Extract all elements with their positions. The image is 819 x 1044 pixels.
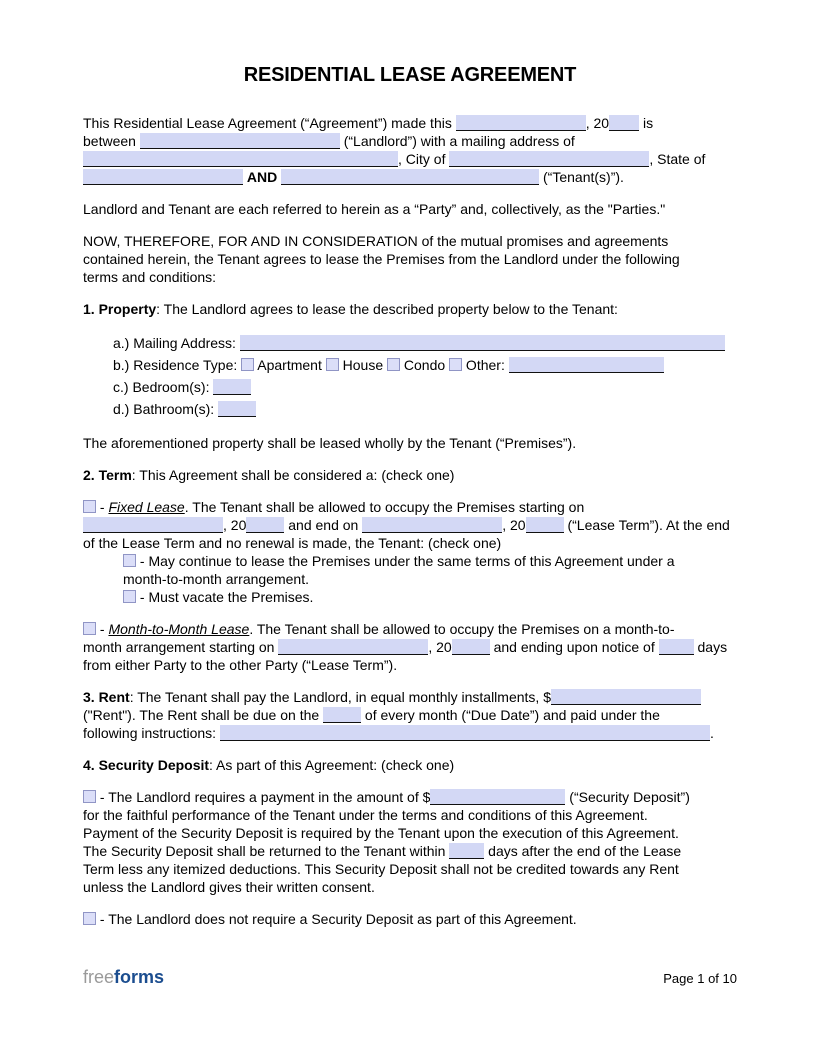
bedrooms-count-field[interactable] bbox=[213, 379, 251, 395]
security-deposit-required-option bbox=[83, 788, 737, 896]
security-deposit-required-checkbox[interactable] bbox=[83, 790, 96, 803]
text-run: - May continue to lease the Premises under the same terms of this Agreement under a bbox=[136, 553, 675, 569]
document-content bbox=[0, 63, 819, 928]
text-run: ("Rent"). The Rent shall be due on the bbox=[83, 707, 324, 723]
text-run-bold: 1. Property bbox=[83, 301, 157, 317]
fixed-lease-end-year-field[interactable] bbox=[526, 517, 564, 533]
text-run: Apartment bbox=[254, 357, 326, 373]
logo-forms-text: forms bbox=[114, 967, 165, 987]
text-run-bold: 4. Security Deposit bbox=[83, 757, 210, 773]
property-item-bathrooms bbox=[83, 398, 737, 420]
section-4-security-deposit-heading bbox=[83, 756, 737, 774]
residence-type-other-field[interactable] bbox=[509, 357, 664, 373]
document-body bbox=[83, 114, 737, 928]
text-run-italic-underline: Fixed Lease bbox=[108, 499, 185, 515]
text-run: month-to-month arrangement. bbox=[123, 571, 309, 587]
text-run: - The Landlord does not require a Security Deposit as part of this Agreement. bbox=[96, 911, 577, 927]
fixed-lease-suboption-continue bbox=[83, 552, 737, 588]
agreement-date-field[interactable] bbox=[456, 115, 586, 131]
text-run: , City of bbox=[398, 151, 450, 167]
parties-paragraph bbox=[83, 200, 737, 218]
text-run: , 20 bbox=[585, 115, 610, 131]
text-run-bold: 2. Term bbox=[83, 467, 132, 483]
text-run: Condo bbox=[400, 357, 450, 373]
bathrooms-count-field[interactable] bbox=[218, 401, 256, 417]
text-run-italic-underline: Month-to-Month Lease bbox=[108, 621, 250, 637]
residence-type-apartment-checkbox[interactable] bbox=[241, 358, 254, 371]
premises-paragraph bbox=[83, 434, 737, 452]
intro-paragraph bbox=[83, 114, 737, 186]
text-run: is bbox=[639, 115, 654, 131]
text-run: following instructions: bbox=[83, 725, 220, 741]
text-run: (“Security Deposit”) bbox=[565, 789, 690, 805]
text-run-bold: AND bbox=[246, 169, 278, 185]
must-vacate-checkbox[interactable] bbox=[123, 590, 136, 603]
rent-due-day-field[interactable] bbox=[323, 707, 361, 723]
text-run: (“Tenant(s)”). bbox=[539, 169, 624, 185]
text-run: : The Landlord agrees to lease the described property below to the Tenant: bbox=[156, 301, 618, 317]
residence-type-condo-checkbox[interactable] bbox=[387, 358, 400, 371]
rent-amount-field[interactable] bbox=[551, 689, 701, 705]
page-footer bbox=[83, 967, 737, 988]
text-run: , 20 bbox=[223, 517, 247, 533]
page-number: Page 1 of 10 bbox=[663, 971, 737, 986]
landlord-name-field[interactable] bbox=[140, 133, 340, 149]
text-run: days after the end of the Lease bbox=[484, 843, 682, 859]
text-run: , State of bbox=[649, 151, 706, 167]
section-2-term-heading bbox=[83, 466, 737, 484]
no-security-deposit-checkbox[interactable] bbox=[83, 912, 96, 925]
text-run: This Residential Lease Agreement (“Agreement”) made this bbox=[83, 115, 456, 131]
text-run: : This Agreement shall be considered a: (check one) bbox=[131, 467, 455, 483]
text-run: - bbox=[96, 621, 109, 637]
fixed-lease-start-year-field[interactable] bbox=[246, 517, 284, 533]
text-run: unless the Landlord gives their written consent. bbox=[83, 879, 375, 895]
text-run: of every month (“Due Date”) and paid under the bbox=[361, 707, 660, 723]
text-run: d.) Bathroom(s): bbox=[113, 401, 219, 417]
text-run: a.) Mailing Address: bbox=[113, 335, 240, 351]
city-field[interactable] bbox=[449, 151, 649, 167]
text-run: The aforementioned property shall be leased wholly by the Tenant (“Premises”). bbox=[83, 435, 577, 451]
text-run: between bbox=[83, 133, 140, 149]
text-run: terms and conditions: bbox=[83, 269, 217, 285]
fixed-lease-checkbox[interactable] bbox=[83, 500, 96, 513]
text-run: . The Tenant shall be allowed to occupy the Premises on a month-to- bbox=[249, 621, 675, 637]
logo-free-text: free bbox=[83, 967, 115, 987]
security-deposit-amount-field[interactable] bbox=[430, 789, 565, 805]
text-run: House bbox=[338, 357, 387, 373]
text-run: - Must vacate the Premises. bbox=[136, 589, 314, 605]
text-run: of the Lease Term and no renewal is made, the Tenant: (check one) bbox=[83, 535, 502, 551]
fixed-lease-suboption-vacate bbox=[83, 588, 737, 606]
landlord-mailing-address-field[interactable] bbox=[83, 151, 398, 167]
consideration-paragraph bbox=[83, 232, 737, 286]
payment-instructions-field[interactable] bbox=[220, 725, 710, 741]
text-run: for the faithful performance of the Tenant under the terms and conditions of this Agreement. bbox=[83, 807, 648, 823]
month-to-month-start-date-field[interactable] bbox=[278, 639, 428, 655]
property-item-bedrooms bbox=[83, 376, 737, 398]
month-to-month-start-year-field[interactable] bbox=[452, 639, 490, 655]
text-run: : As part of this Agreement: (check one) bbox=[209, 757, 455, 773]
fixed-lease-start-date-field[interactable] bbox=[83, 517, 223, 533]
text-run: . bbox=[709, 725, 714, 741]
residence-type-house-checkbox[interactable] bbox=[326, 358, 339, 371]
text-run: (“Lease Term”). At the end bbox=[563, 517, 730, 533]
text-run: . The Tenant shall be allowed to occupy the Premises starting on bbox=[184, 499, 585, 515]
residence-type-other-checkbox[interactable] bbox=[449, 358, 462, 371]
text-run: Landlord and Tenant are each referred to herein as a “Party” and, collectively, as the "Parties." bbox=[83, 201, 666, 217]
month-to-month-lease-checkbox[interactable] bbox=[83, 622, 96, 635]
freeforms-logo bbox=[83, 967, 164, 987]
may-continue-month-to-month-checkbox[interactable] bbox=[123, 554, 136, 567]
property-item-residence-type bbox=[83, 354, 737, 376]
text-run: month arrangement starting on bbox=[83, 639, 279, 655]
agreement-year-field[interactable] bbox=[609, 115, 639, 131]
text-run: b.) Residence Type: bbox=[113, 357, 242, 373]
text-run: (“Landlord”) with a mailing address of bbox=[339, 133, 575, 149]
text-run: - The Landlord requires a payment in the amount of $ bbox=[96, 789, 431, 805]
text-run: Other: bbox=[462, 357, 509, 373]
state-field[interactable] bbox=[83, 169, 243, 185]
text-run-bold: 3. Rent bbox=[83, 689, 130, 705]
property-mailing-address-field[interactable] bbox=[240, 335, 725, 351]
tenant-names-field[interactable] bbox=[281, 169, 539, 185]
text-run: The Security Deposit shall be returned to the Tenant within bbox=[83, 843, 450, 859]
text-run: - bbox=[96, 499, 109, 515]
text-run: and ending upon notice of bbox=[489, 639, 659, 655]
text-run: , 20 bbox=[428, 639, 452, 655]
deposit-return-days-field[interactable] bbox=[449, 843, 484, 859]
fixed-lease-option bbox=[83, 498, 737, 552]
text-run: Term less any itemized deductions. This Security Deposit shall not be credited towards any Rent bbox=[83, 861, 679, 877]
section-1-property-heading bbox=[83, 300, 737, 318]
no-security-deposit-option bbox=[83, 910, 737, 928]
fixed-lease-end-date-field[interactable] bbox=[362, 517, 502, 533]
text-run: Payment of the Security Deposit is required by the Tenant upon the execution of this Agreement. bbox=[83, 825, 679, 841]
text-run: NOW, THEREFORE, FOR AND IN CONSIDERATION of the mutual promises and agreements bbox=[83, 233, 669, 249]
text-run: contained herein, the Tenant agrees to lease the Premises from the Landlord under the following bbox=[83, 251, 680, 267]
month-to-month-option bbox=[83, 620, 737, 674]
text-run: , 20 bbox=[502, 517, 526, 533]
text-run: days bbox=[693, 639, 728, 655]
text-run: and end on bbox=[284, 517, 363, 533]
section-3-rent bbox=[83, 688, 737, 742]
text-run: from either Party to the other Party (“Lease Term”). bbox=[83, 657, 398, 673]
text-run: c.) Bedroom(s): bbox=[113, 379, 214, 395]
text-run: : The Tenant shall pay the Landlord, in equal monthly installments, $ bbox=[129, 689, 551, 705]
notice-days-field[interactable] bbox=[659, 639, 694, 655]
property-item-mailing-address bbox=[83, 332, 737, 354]
document-title: RESIDENTIAL LEASE AGREEMENT bbox=[243, 64, 577, 86]
